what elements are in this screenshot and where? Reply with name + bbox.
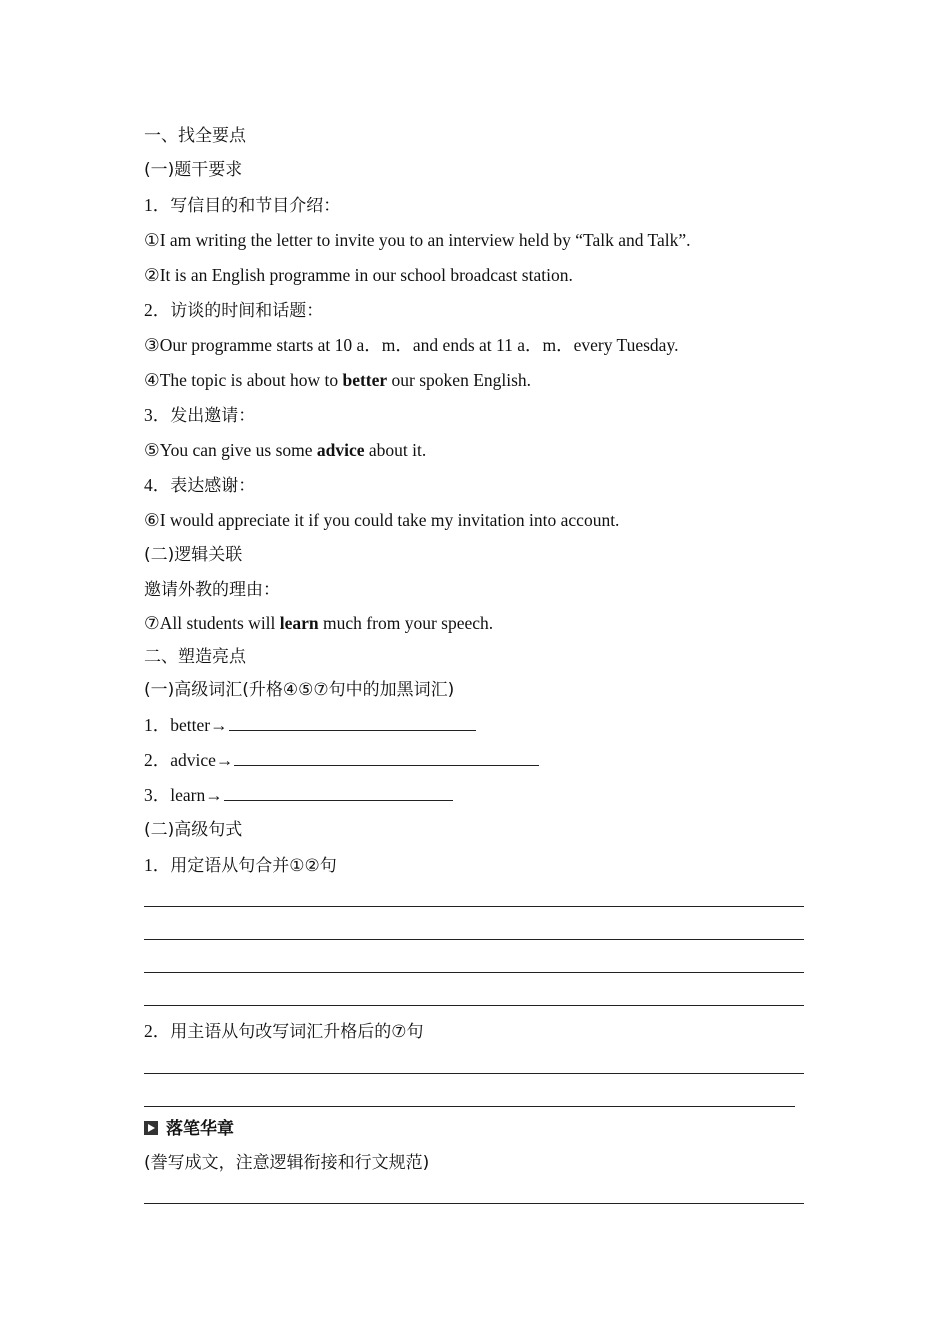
reason-label: 邀请外教的理由： [144,580,280,600]
sentence-mark: ② [144,265,160,285]
bold-keyword: better [342,370,388,390]
answer-line[interactable] [144,906,804,907]
item-4 [144,473,255,498]
answer-line[interactable] [144,1106,795,1107]
sentence-mark: ⑤ [144,440,160,460]
item-label: 表达感谢： [170,476,256,496]
sentence-text-post: about it. [364,440,427,460]
sentence-text-pre: All students will [159,613,280,633]
task-2 [144,1019,424,1044]
item-3 [144,403,255,428]
sentence-2 [144,263,573,287]
sentence-text-post: our spoken English. [387,370,532,390]
section-heading-3 [144,1117,234,1141]
section-heading-2: 二、塑造亮点 [144,647,246,667]
item-number: 3． [144,785,171,805]
answer-line[interactable] [144,1073,804,1074]
item-label: 发出邀请： [170,406,256,426]
sentence-text: It is an English programme in our school broadcast station. [159,265,573,285]
bold-keyword: advice [316,440,365,460]
subheading-logic: (二)逻辑关联 [144,545,243,565]
item-number: 2． [144,750,171,770]
task-1 [144,853,337,878]
sentence-7 [144,611,493,635]
sentence-mark: ⑦ [144,613,160,633]
answer-line[interactable] [144,1203,804,1204]
sentence-mark: ③ [144,335,160,355]
item-label: 访谈的时间和话题： [170,301,324,321]
item-1 [144,193,340,218]
sentence-text: I would appreciate it if you could take my invitation into account. [159,510,620,530]
task-label: 用主语从句改写词汇升格后的⑦句 [170,1022,424,1042]
sentence-5 [144,438,426,462]
answer-line[interactable] [144,939,804,940]
vocab-word: advice→ [170,750,234,770]
play-triangle-icon [144,1121,158,1135]
item-number: 1． [144,855,171,875]
sentence-3 [144,333,678,357]
item-number: 3． [144,405,171,425]
sentence-mark: ① [144,230,160,250]
sentence-text-pre: You can give us some [159,440,317,460]
item-number: 4． [144,475,171,495]
vocab-answer-blank[interactable] [229,714,476,731]
vocab-word: better→ [170,715,228,735]
sentence-1 [144,228,691,252]
subheading-vocabulary: (一)高级词汇(升格④⑤⑦句中的加黑词汇) [144,680,455,700]
bold-keyword: learn [279,613,319,633]
sentence-text-pre: The topic is about how to [159,370,343,390]
subheading-sentence-patterns: (二)高级句式 [144,820,243,840]
sentence-4 [144,368,531,392]
vocab-answer-blank[interactable] [224,784,453,801]
sentence-text: I am writing the letter to invite you to an interview held by “Talk and Talk”. [159,230,691,250]
item-label: 写信目的和节目介绍： [170,196,341,216]
sentence-text-post: much from your speech. [318,613,494,633]
item-number: 1． [144,195,171,215]
sentence-mark: ④ [144,370,160,390]
vocab-item-better [144,713,476,737]
item-number: 2． [144,300,171,320]
item-number: 2． [144,1021,171,1041]
answer-line[interactable] [144,1005,804,1006]
writing-instructions: (誊写成文，注意逻辑衔接和行文规范) [144,1153,430,1173]
sentence-mark: ⑥ [144,510,160,530]
sentence-6 [144,508,619,532]
task-label: 用定语从句合并①②句 [170,856,337,876]
item-2 [144,298,323,323]
section-heading-1: 一、找全要点 [144,126,246,146]
vocab-item-advice [144,748,539,772]
sentence-text: Our programme starts at 10 a．m．and ends at 11 a．m．every Tuesday. [159,335,679,355]
vocab-word: learn→ [170,785,223,805]
section-title: 落笔华章 [166,1119,234,1139]
item-number: 1． [144,715,171,735]
vocab-item-learn [144,783,453,807]
subheading-requirements: (一)题干要求 [144,160,243,180]
answer-line[interactable] [144,972,804,973]
vocab-answer-blank[interactable] [234,749,539,766]
